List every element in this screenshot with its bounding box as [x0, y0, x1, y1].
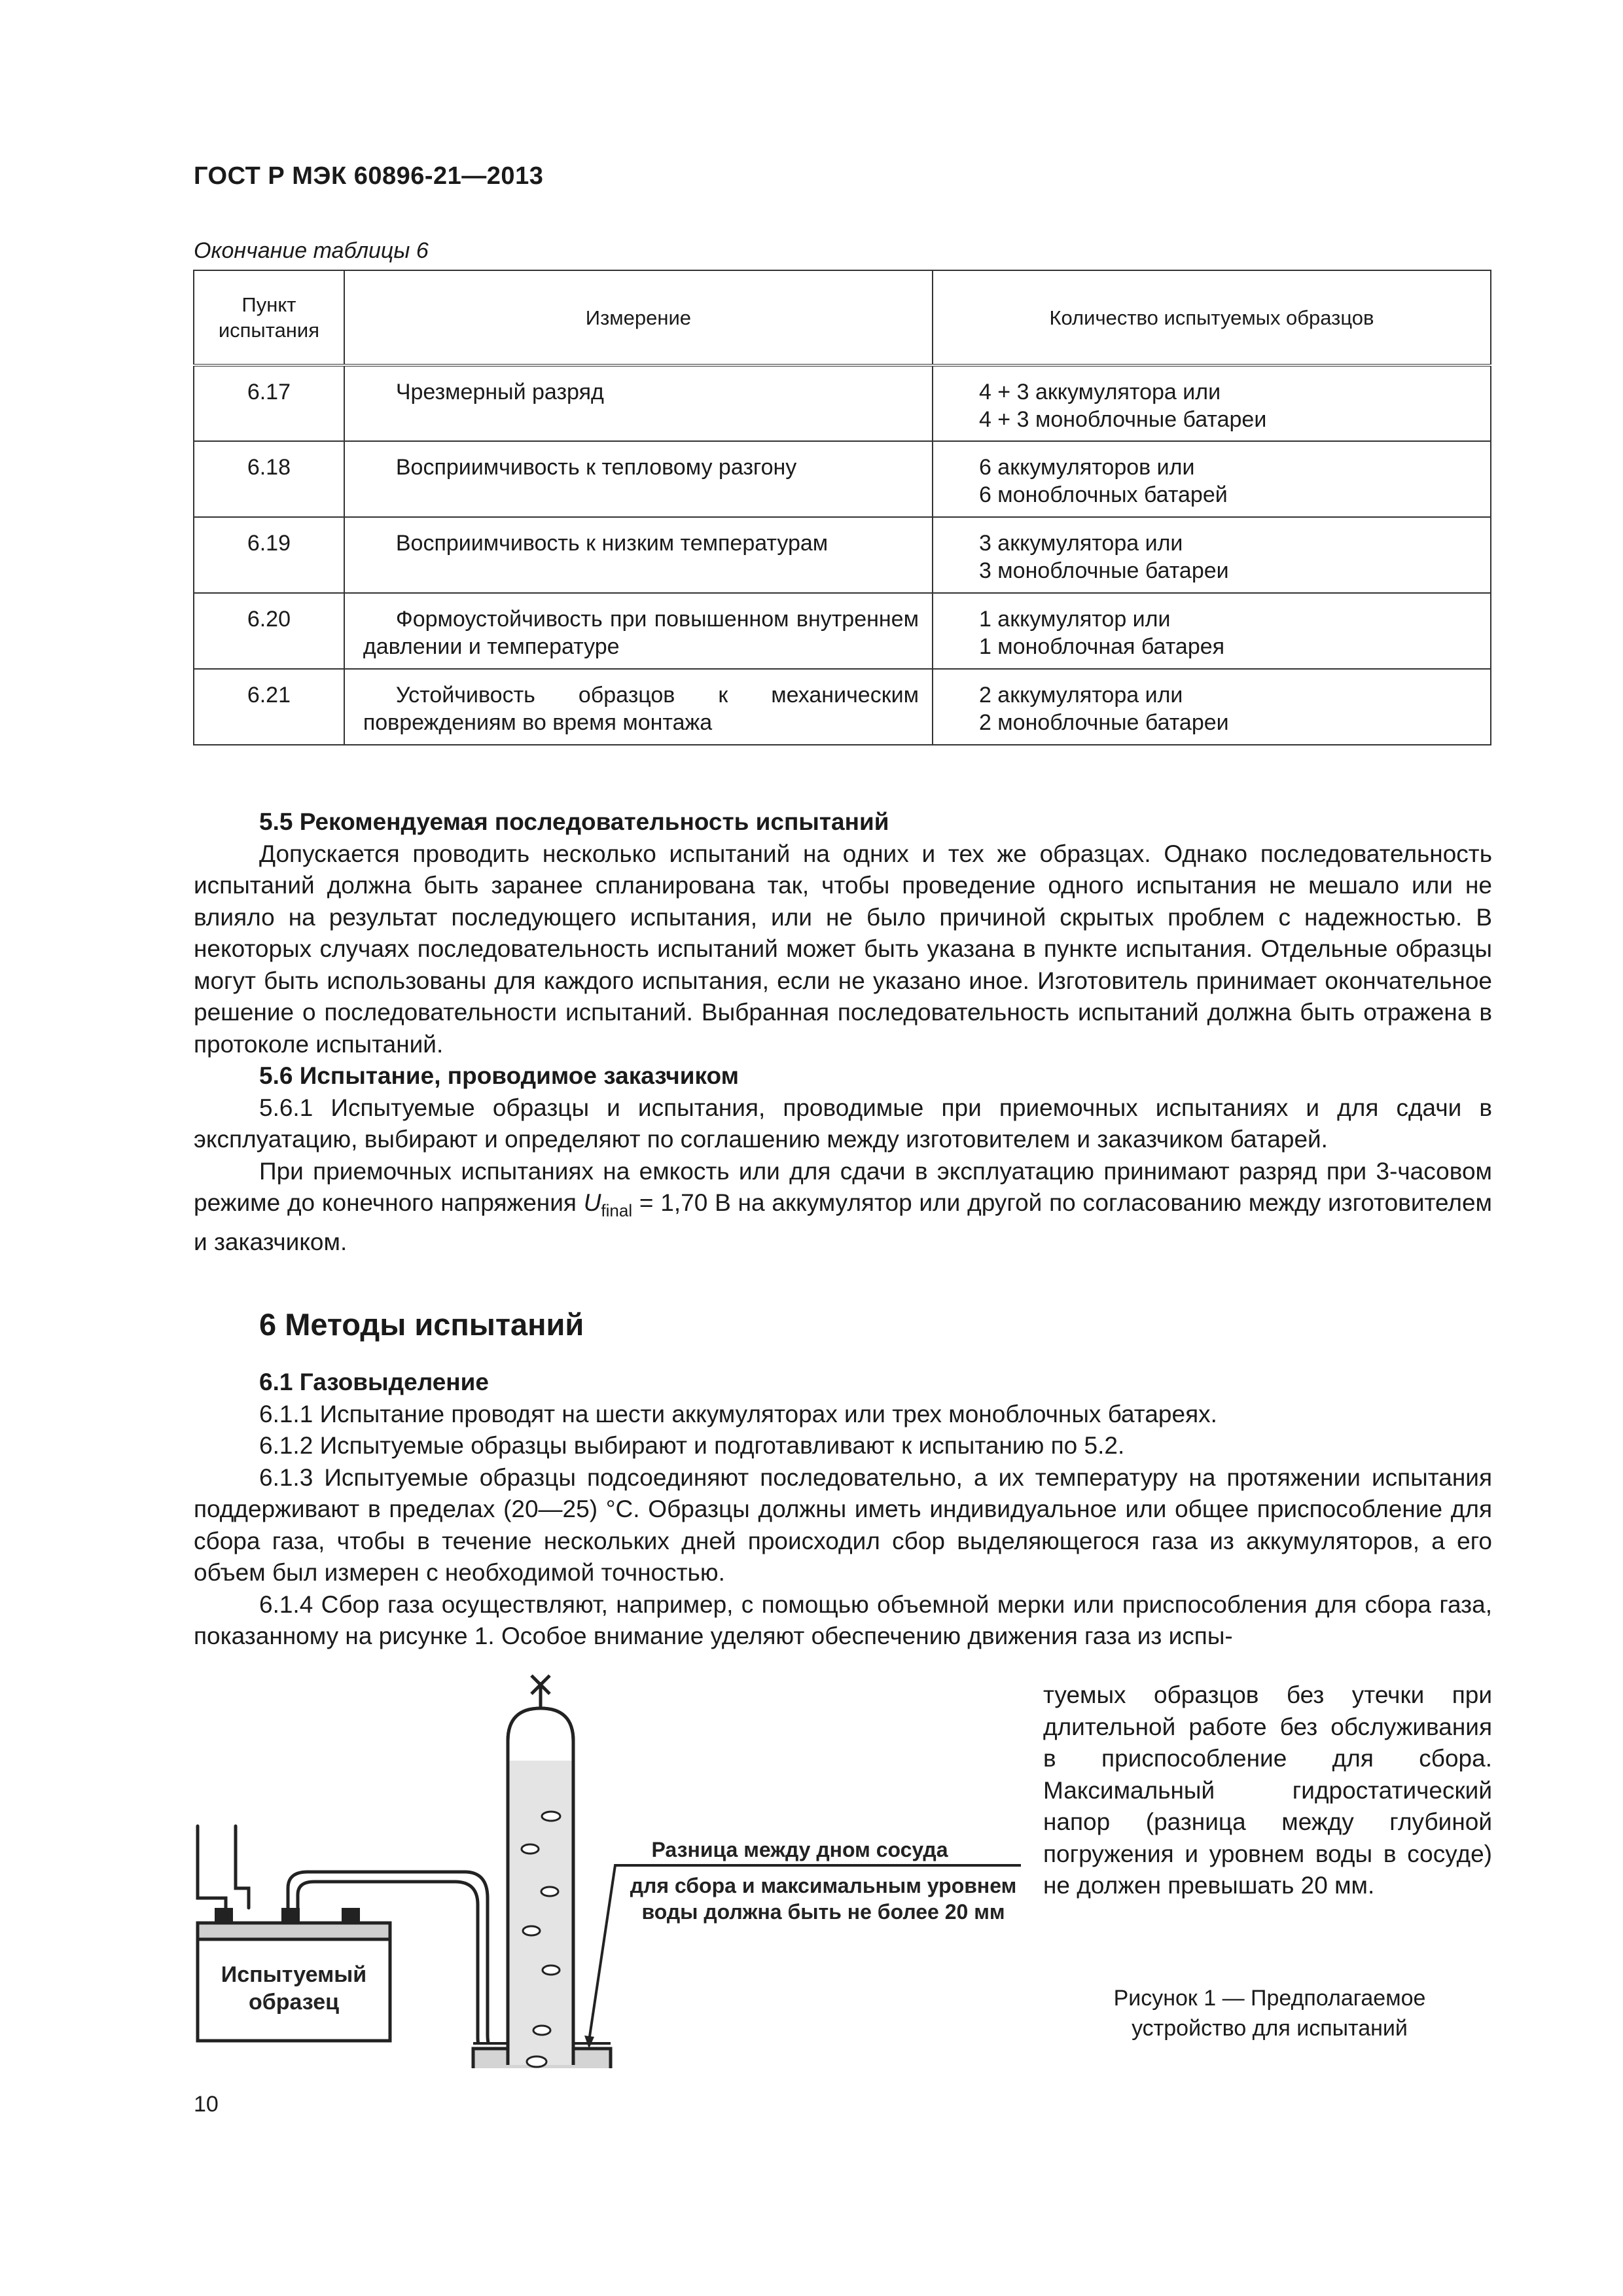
- document-header: ГОСТ Р МЭК 60896-21—2013: [194, 162, 544, 190]
- cell-quantity-line2: 6 моноблочных батарей: [978, 482, 1228, 507]
- section-5-5-heading: 5.5 Рекомендуемая последовательность испытаний: [259, 808, 889, 835]
- section-6-1: [194, 1367, 1492, 1653]
- table-header-row: [194, 270, 1491, 365]
- cell-point: 6.20: [194, 593, 344, 669]
- measurements-table: [193, 270, 1491, 745]
- column-header-measurement: Измерение: [344, 270, 933, 365]
- cell-measurement: Формоустойчивость при повышенном внутреннем давлении и температуре: [344, 593, 933, 669]
- cell-quantity-line2: 4 + 3 моноблочные батареи: [978, 407, 1267, 432]
- cell-quantity-line1: 2 аккумулятора или: [978, 683, 1183, 708]
- table-row: [194, 517, 1491, 593]
- figure-caption-line1: Рисунок 1 — Предполагаемое: [1113, 1986, 1426, 2011]
- cell-measurement: Восприимчивость к низким температурам: [344, 517, 933, 593]
- section-5-6-1-paragraph-2: [194, 1156, 1492, 1259]
- section-6-1-4-paragraph-wrap: туемых образцов без утечки при длительной работе без обслуживания в приспособление для сбора. Максимальный гидростатический напор (разница между глубиной погружения и уровнем воды в сосуде) не должен превышать 20 мм.: [1043, 1681, 1492, 1899]
- table-row: [194, 593, 1491, 669]
- figure-caption-line2: устройство для испытаний: [1132, 2016, 1408, 2041]
- cell-point: 6.21: [194, 669, 344, 745]
- measuring-cylinder: [508, 1682, 573, 2065]
- voltage-symbol: U: [583, 1189, 601, 1216]
- cell-quantity: [933, 441, 1491, 517]
- battery-label-line2: образец: [248, 1990, 340, 2015]
- paragraph-text-end: = 1,70 В на аккумулятор или другой по согласованию между изготовителем и заказчиком.: [194, 1189, 1492, 1255]
- section-5-6-1-paragraph: 5.6.1 Испытуемые образцы и испытания, проводимые при приемочных испытаниях и для сдачи в эксплуатацию, выбирают и определяют по соглашению между изготовителем и заказчиком батарей.: [194, 1094, 1492, 1153]
- test-setup-diagram: [183, 1662, 1054, 2068]
- cell-quantity-line1: 3 аккумулятора или: [978, 531, 1183, 556]
- cell-measurement: Чрезмерный разряд: [344, 365, 933, 441]
- annotation-line3: воды должна быть не более 20 мм: [641, 1900, 1005, 1924]
- cell-point: 6.17: [194, 365, 344, 441]
- battery-box: [198, 1923, 390, 2041]
- cell-point: 6.19: [194, 517, 344, 593]
- cell-quantity-line2: 1 моноблочная батарея: [978, 634, 1225, 659]
- figure-caption: [1073, 1983, 1466, 2043]
- column-header-quantity: Количество испытуемых образцов: [933, 270, 1491, 365]
- table-row: [194, 441, 1491, 517]
- voltage-subscript: final: [601, 1200, 633, 1221]
- chapter-6-heading: 6 Методы испытаний: [259, 1307, 584, 1342]
- column-header-point: [194, 270, 344, 365]
- cell-quantity: [933, 669, 1491, 745]
- section-6-1-4-paragraph-start: 6.1.4 Сбор газа осуществляют, например, с помощью объемной мерки или приспособления для сбора газа, показанному на рисунке 1. Особое внимание уделяют обеспечению движения газа из испы-: [194, 1590, 1492, 1649]
- cell-quantity: [933, 593, 1491, 669]
- section-5-5-paragraph: Допускается проводить несколько испытаний на одних и тех же образцах. Однако последовательность испытаний должна быть заранее спланирована так, чтобы проведение одного испытания не мешало или не влияло на результат последующего испытания, или не было причиной скрытых проблем с надежностью. В некоторых случаях последовательность испытаний может быть указана в пункте испытания. Отдельные образцы могут быть использованы для каждого испытания, если не указано иное. Изготовитель принимает окончательное решение о последовательности испытаний. Выбранная последовательность испытаний должна быть отражена в протоколе испытаний.: [194, 840, 1492, 1058]
- cell-quantity-line2: 3 моноблочные батареи: [978, 558, 1229, 583]
- section-5-5-and-5-6: [194, 806, 1492, 1258]
- section-6-1-2-paragraph: 6.1.2 Испытуемые образцы выбирают и подготавливают к испытанию по 5.2.: [259, 1432, 1125, 1459]
- table-row: [194, 365, 1491, 441]
- section-6-1-1-paragraph: 6.1.1 Испытание проводят на шести аккумуляторах или трех моноблочных батареях.: [259, 1400, 1217, 1427]
- cell-point: 6.18: [194, 441, 344, 517]
- cell-quantity: [933, 365, 1491, 441]
- page-number: 10: [194, 2092, 219, 2117]
- cell-quantity: [933, 517, 1491, 593]
- paragraph-text-start: При приемочных испытаниях на емкость или для сдачи в эксплуатацию принимают разряд при 3-часовом режиме до конечного напряжения: [194, 1157, 1492, 1216]
- cell-quantity-line1: 6 аккумуляторов или: [978, 455, 1195, 480]
- table-row: [194, 669, 1491, 745]
- section-5-6-heading: 5.6 Испытание, проводимое заказчиком: [259, 1062, 740, 1089]
- section-6-1-heading: 6.1 Газовыделение: [259, 1369, 489, 1395]
- cell-measurement: Восприимчивость к тепловому разгону: [344, 441, 933, 517]
- column-header-point-line2: испытания: [218, 319, 320, 342]
- figure-test-setup: [183, 1662, 1054, 2068]
- battery-label-line1: Испытуемый: [221, 1962, 367, 1987]
- battery-terminals: [215, 1908, 360, 1924]
- cell-measurement: Устойчивость образцов к механическим повреждениям во время монтажа: [344, 669, 933, 745]
- annotation-line2: для сбора и максимальным уровнем: [630, 1874, 1017, 1897]
- cell-quantity-line1: 1 аккумулятор или: [978, 607, 1171, 632]
- table-caption: Окончание таблицы 6: [194, 238, 429, 263]
- cell-quantity-line2: 2 моноблочные батареи: [978, 710, 1229, 735]
- cell-quantity-line1: 4 + 3 аккумулятора или: [978, 380, 1221, 404]
- column-header-point-line1: Пункт: [241, 293, 296, 316]
- annotation-line1: Разница между дном сосуда: [651, 1838, 948, 1861]
- section-6-1-3-paragraph: 6.1.3 Испытуемые образцы подсоединяют последовательно, а их температуру на протяжении испытания поддерживают в пределах (20—25) °С. Образцы должны иметь индивидуальное или общее приспособление для сбора газа, чтобы в течение нескольких дней происходил сбор выделяющегося газа из аккумуляторов, а его объем был измерен с необходимой точностью.: [194, 1463, 1492, 1586]
